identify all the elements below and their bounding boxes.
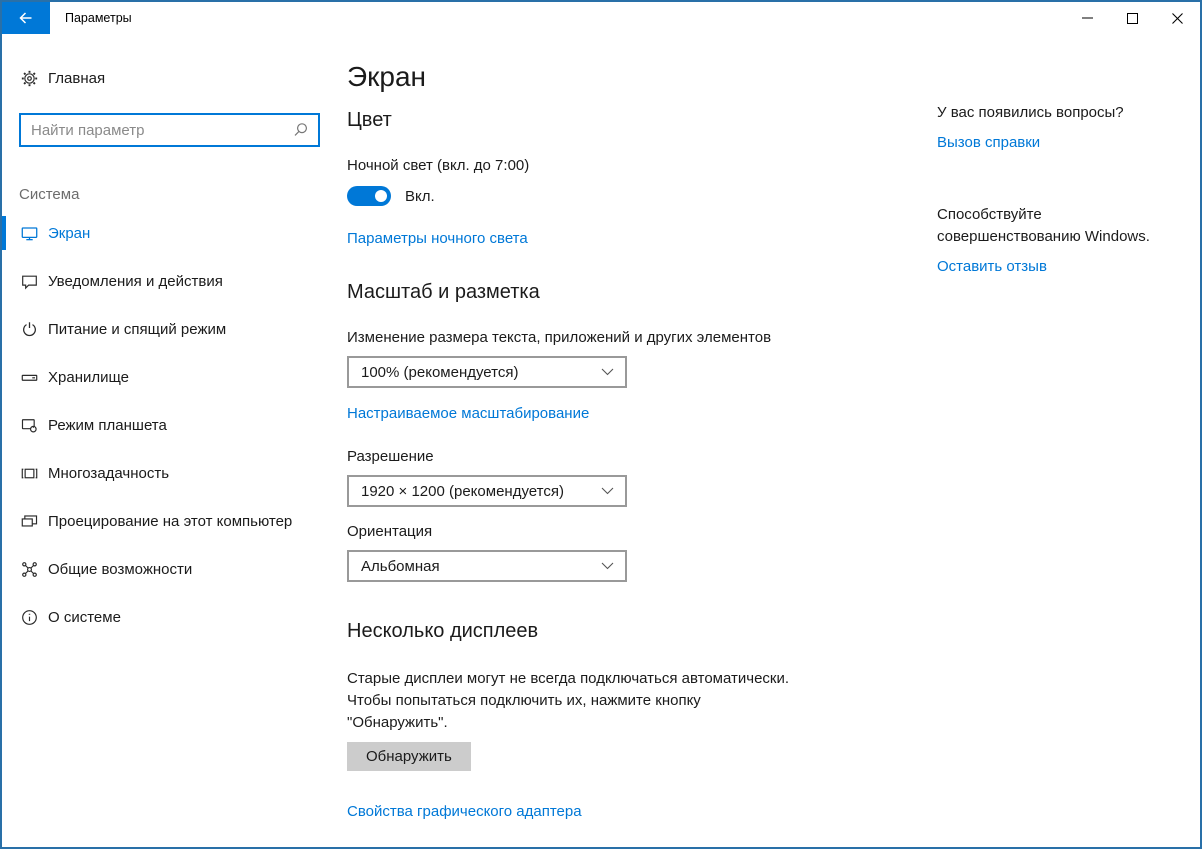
sidebar-item-storage[interactable] xyxy=(2,353,332,401)
minimize-button[interactable] xyxy=(1065,2,1110,34)
multi-display-description xyxy=(347,668,1200,734)
gear-icon xyxy=(19,70,39,87)
sidebar-item-label: Многозадачность xyxy=(48,464,170,482)
sidebar-item-projecting[interactable] xyxy=(2,497,332,545)
sidebar-item-notifications[interactable] xyxy=(2,257,332,305)
window-controls xyxy=(1065,2,1200,34)
sidebar-item-tablet-mode[interactable] xyxy=(2,401,332,449)
scale-section-heading: Масштаб и разметка xyxy=(347,281,540,303)
chevron-down-icon xyxy=(601,487,614,495)
chevron-down-icon xyxy=(601,368,614,376)
search-box xyxy=(19,113,320,147)
back-button[interactable] xyxy=(2,2,50,34)
sidebar-item-label: Режим планшета xyxy=(48,416,167,434)
about-icon xyxy=(19,609,39,626)
resolution-label: Разрешение xyxy=(347,448,434,465)
notifications-icon xyxy=(19,273,39,290)
give-feedback-link[interactable]: Оставить отзыв xyxy=(937,258,1047,275)
storage-icon xyxy=(19,369,39,386)
orientation-label: Ориентация xyxy=(347,523,433,540)
orientation-dropdown-value: Альбомная xyxy=(361,557,440,575)
monitor-icon xyxy=(19,225,39,242)
feedback-prompt: Способствуйте совершенствованию Windows. xyxy=(937,206,1150,245)
sidebar xyxy=(2,34,332,849)
sidebar-item-label: Общие возможности xyxy=(48,560,193,578)
night-light-state-label: Вкл. xyxy=(405,187,435,205)
sidebar-section-label: Система xyxy=(19,186,80,203)
detect-button[interactable]: Обнаружить xyxy=(347,742,471,771)
sidebar-item-label: Питание и спящий режим xyxy=(48,320,227,338)
description-line: Чтобы попытаться подключить их, нажмите кнопку xyxy=(347,692,701,709)
resolution-dropdown-value: 1920 × 1200 (рекомендуется) xyxy=(361,482,564,500)
close-button[interactable] xyxy=(1155,2,1200,34)
sidebar-item-label: Уведомления и действия xyxy=(48,272,223,290)
scaling-dropdown[interactable] xyxy=(347,356,627,388)
sidebar-nav xyxy=(2,209,332,641)
sidebar-item-about[interactable] xyxy=(2,593,332,641)
sidebar-item-power-sleep[interactable] xyxy=(2,305,332,353)
power-icon xyxy=(19,321,39,338)
description-line: Старые дисплеи могут не всегда подключаться автоматически. xyxy=(347,670,790,687)
tablet-mode-icon xyxy=(19,417,39,434)
titlebar xyxy=(2,2,1200,34)
sidebar-item-label: О системе xyxy=(48,608,121,626)
scaling-dropdown-value: 100% (рекомендуется) xyxy=(361,363,519,381)
minimize-icon xyxy=(1082,17,1093,19)
sidebar-item-label: Проецирование на этот компьютер xyxy=(48,512,293,530)
projecting-icon xyxy=(19,513,39,530)
sidebar-item-label: Хранилище xyxy=(48,368,129,386)
shared-experiences-icon xyxy=(19,561,39,578)
night-light-label: Ночной свет (вкл. до 7:00) xyxy=(347,157,530,174)
night-light-toggle[interactable] xyxy=(347,186,391,206)
orientation-dropdown[interactable] xyxy=(347,550,627,582)
description-line: "Обнаружить". xyxy=(347,714,448,731)
sidebar-item-label: Экран xyxy=(48,224,91,242)
app-title: Параметры xyxy=(65,11,132,25)
sidebar-item-display[interactable] xyxy=(2,209,332,257)
close-icon xyxy=(1172,13,1183,24)
multi-display-heading: Несколько дисплеев xyxy=(347,620,539,642)
color-section-heading: Цвет xyxy=(347,109,392,131)
sidebar-home-label: Главная xyxy=(48,69,106,87)
multitasking-icon xyxy=(19,465,39,482)
scaling-label: Изменение размера текста, приложений и других элементов xyxy=(347,329,772,346)
search-input[interactable] xyxy=(21,122,293,139)
help-panel xyxy=(937,104,1162,276)
resolution-dropdown[interactable] xyxy=(347,475,627,507)
back-arrow-icon xyxy=(18,10,34,26)
page-title: Экран xyxy=(347,61,426,92)
get-help-link[interactable]: Вызов справки xyxy=(937,134,1041,151)
display-adapter-properties-link[interactable]: Свойства графического адаптера xyxy=(347,803,582,820)
sidebar-item-home[interactable] xyxy=(2,58,332,98)
maximize-icon xyxy=(1127,13,1138,24)
toggle-knob xyxy=(375,190,387,202)
help-question: У вас появились вопросы? xyxy=(937,104,1124,121)
night-light-settings-link[interactable]: Параметры ночного света xyxy=(347,230,528,247)
sidebar-item-multitasking[interactable] xyxy=(2,449,332,497)
sidebar-item-shared-experiences[interactable] xyxy=(2,545,332,593)
chevron-down-icon xyxy=(601,562,614,570)
custom-scaling-link[interactable]: Настраиваемое масштабирование xyxy=(347,405,590,422)
maximize-button[interactable] xyxy=(1110,2,1155,34)
search-icon[interactable] xyxy=(293,122,309,138)
